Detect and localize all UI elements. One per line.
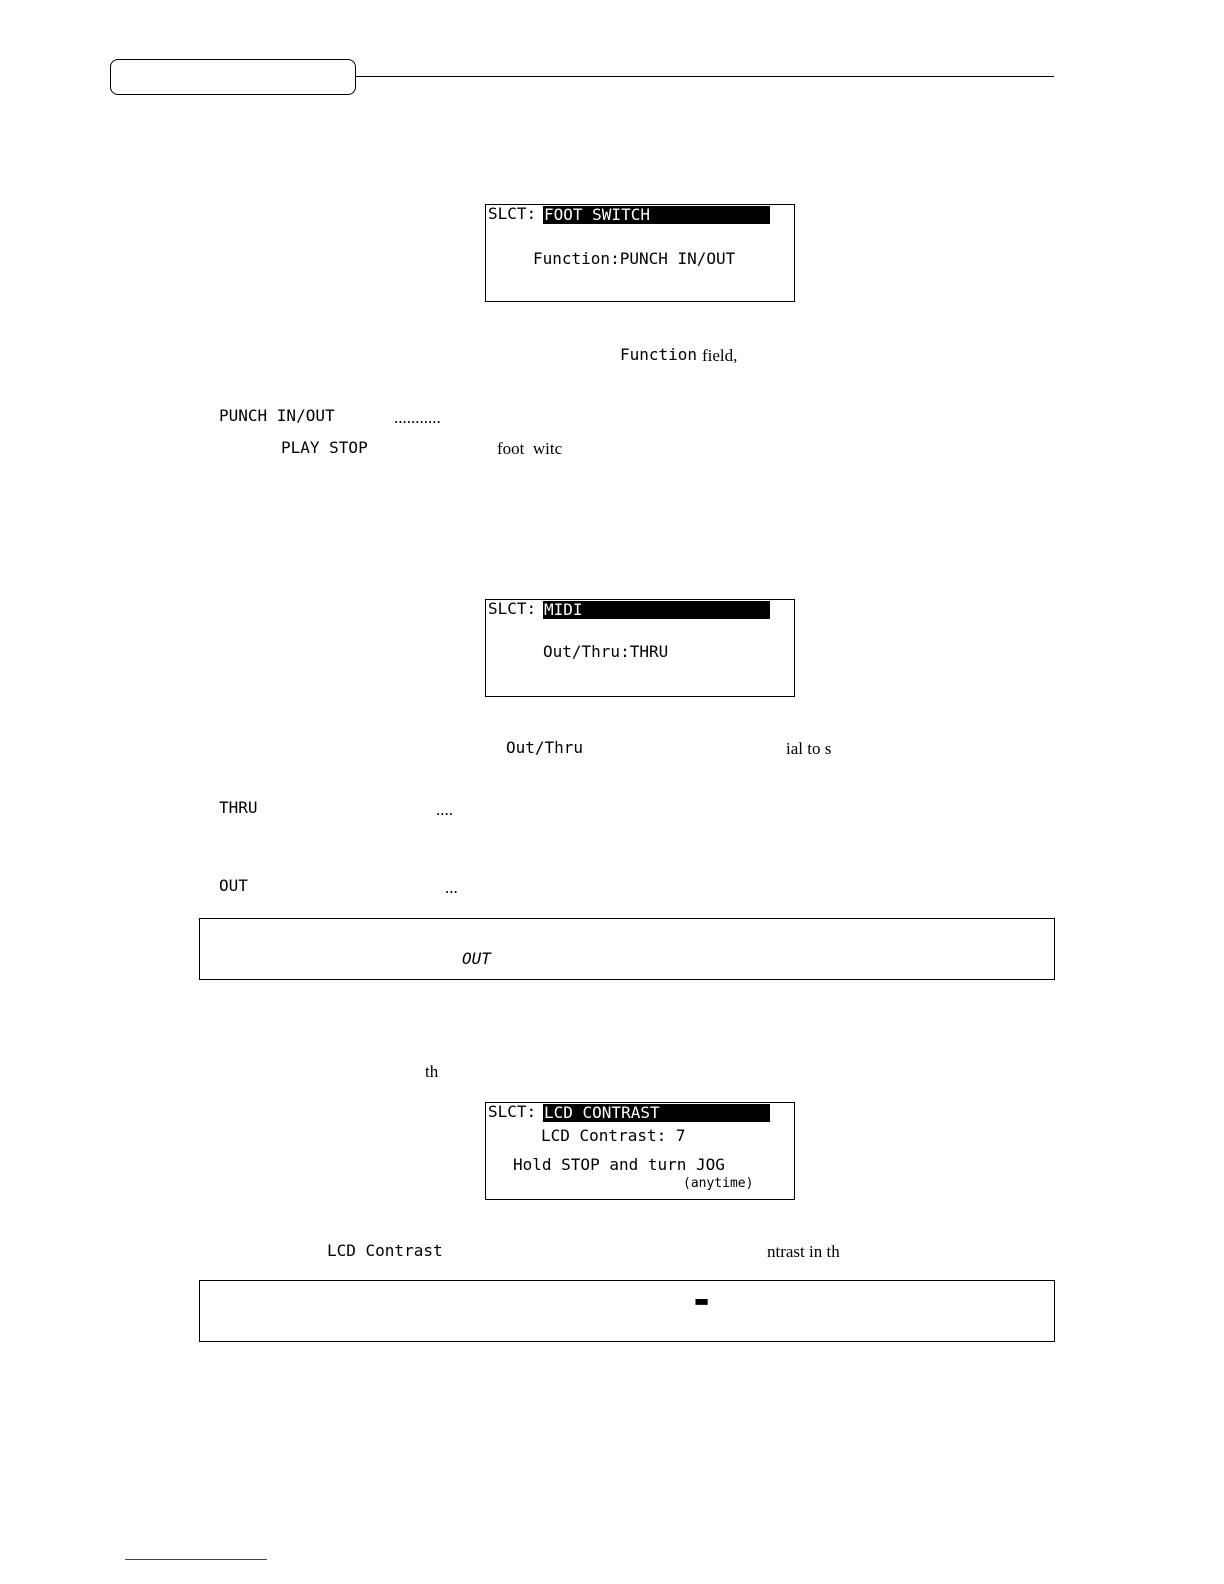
option-punch-dots: ........... <box>394 408 441 427</box>
lcd-contrast-field-label: LCD Contrast <box>327 1241 443 1260</box>
lcd-hint-anytime: (anytime) <box>683 1176 754 1191</box>
lcd-select-label: SLCT: <box>488 204 537 223</box>
lcd-contrast-screen <box>485 1102 795 1200</box>
lcd-select-value: LCD CONTRAST <box>543 1104 770 1122</box>
function-field-label: Function <box>620 345 698 364</box>
option-play-stop-text: foot witc <box>497 439 563 458</box>
out-thru-field-text: ial to s <box>786 739 832 758</box>
lcd-contrast-field-text: ntrast in th <box>767 1242 840 1261</box>
lcd-midi <box>485 599 795 697</box>
note-box-midi <box>199 918 1055 980</box>
option-thru-dots: .... <box>436 800 453 819</box>
lcd-contrast-intro-text: th <box>425 1062 439 1081</box>
note-box-contrast <box>199 1280 1055 1342</box>
note-symbol: ▬ <box>694 1291 710 1310</box>
option-punch-in-out: PUNCH IN/OUT <box>219 406 335 425</box>
lcd-select-value: MIDI <box>543 601 770 619</box>
lcd-out-thru-line: Out/Thru:THRU <box>543 642 669 661</box>
out-thru-field-label: Out/Thru <box>506 738 584 757</box>
lcd-function-line: Function:PUNCH IN/OUT <box>533 249 736 268</box>
lcd-contrast-line: LCD Contrast: 7 <box>541 1126 686 1145</box>
lcd-select-label: SLCT: <box>488 1102 537 1121</box>
footer-rule <box>125 1559 267 1560</box>
option-thru: THRU <box>219 798 258 817</box>
lcd-select-label: SLCT: <box>488 599 537 618</box>
lcd-select-value: FOOT SWITCH <box>543 206 770 224</box>
lcd-hint-line: Hold STOP and turn JOG <box>513 1155 725 1174</box>
note-out-param: OUT <box>462 949 491 968</box>
option-out-dots: ... <box>445 878 458 897</box>
lcd-foot-switch <box>485 204 795 302</box>
header-rule <box>356 76 1054 77</box>
section-header-tab <box>110 59 356 95</box>
option-play-stop: PLAY STOP <box>281 438 368 457</box>
function-field-text: field, <box>702 346 738 365</box>
option-out: OUT <box>219 876 248 895</box>
